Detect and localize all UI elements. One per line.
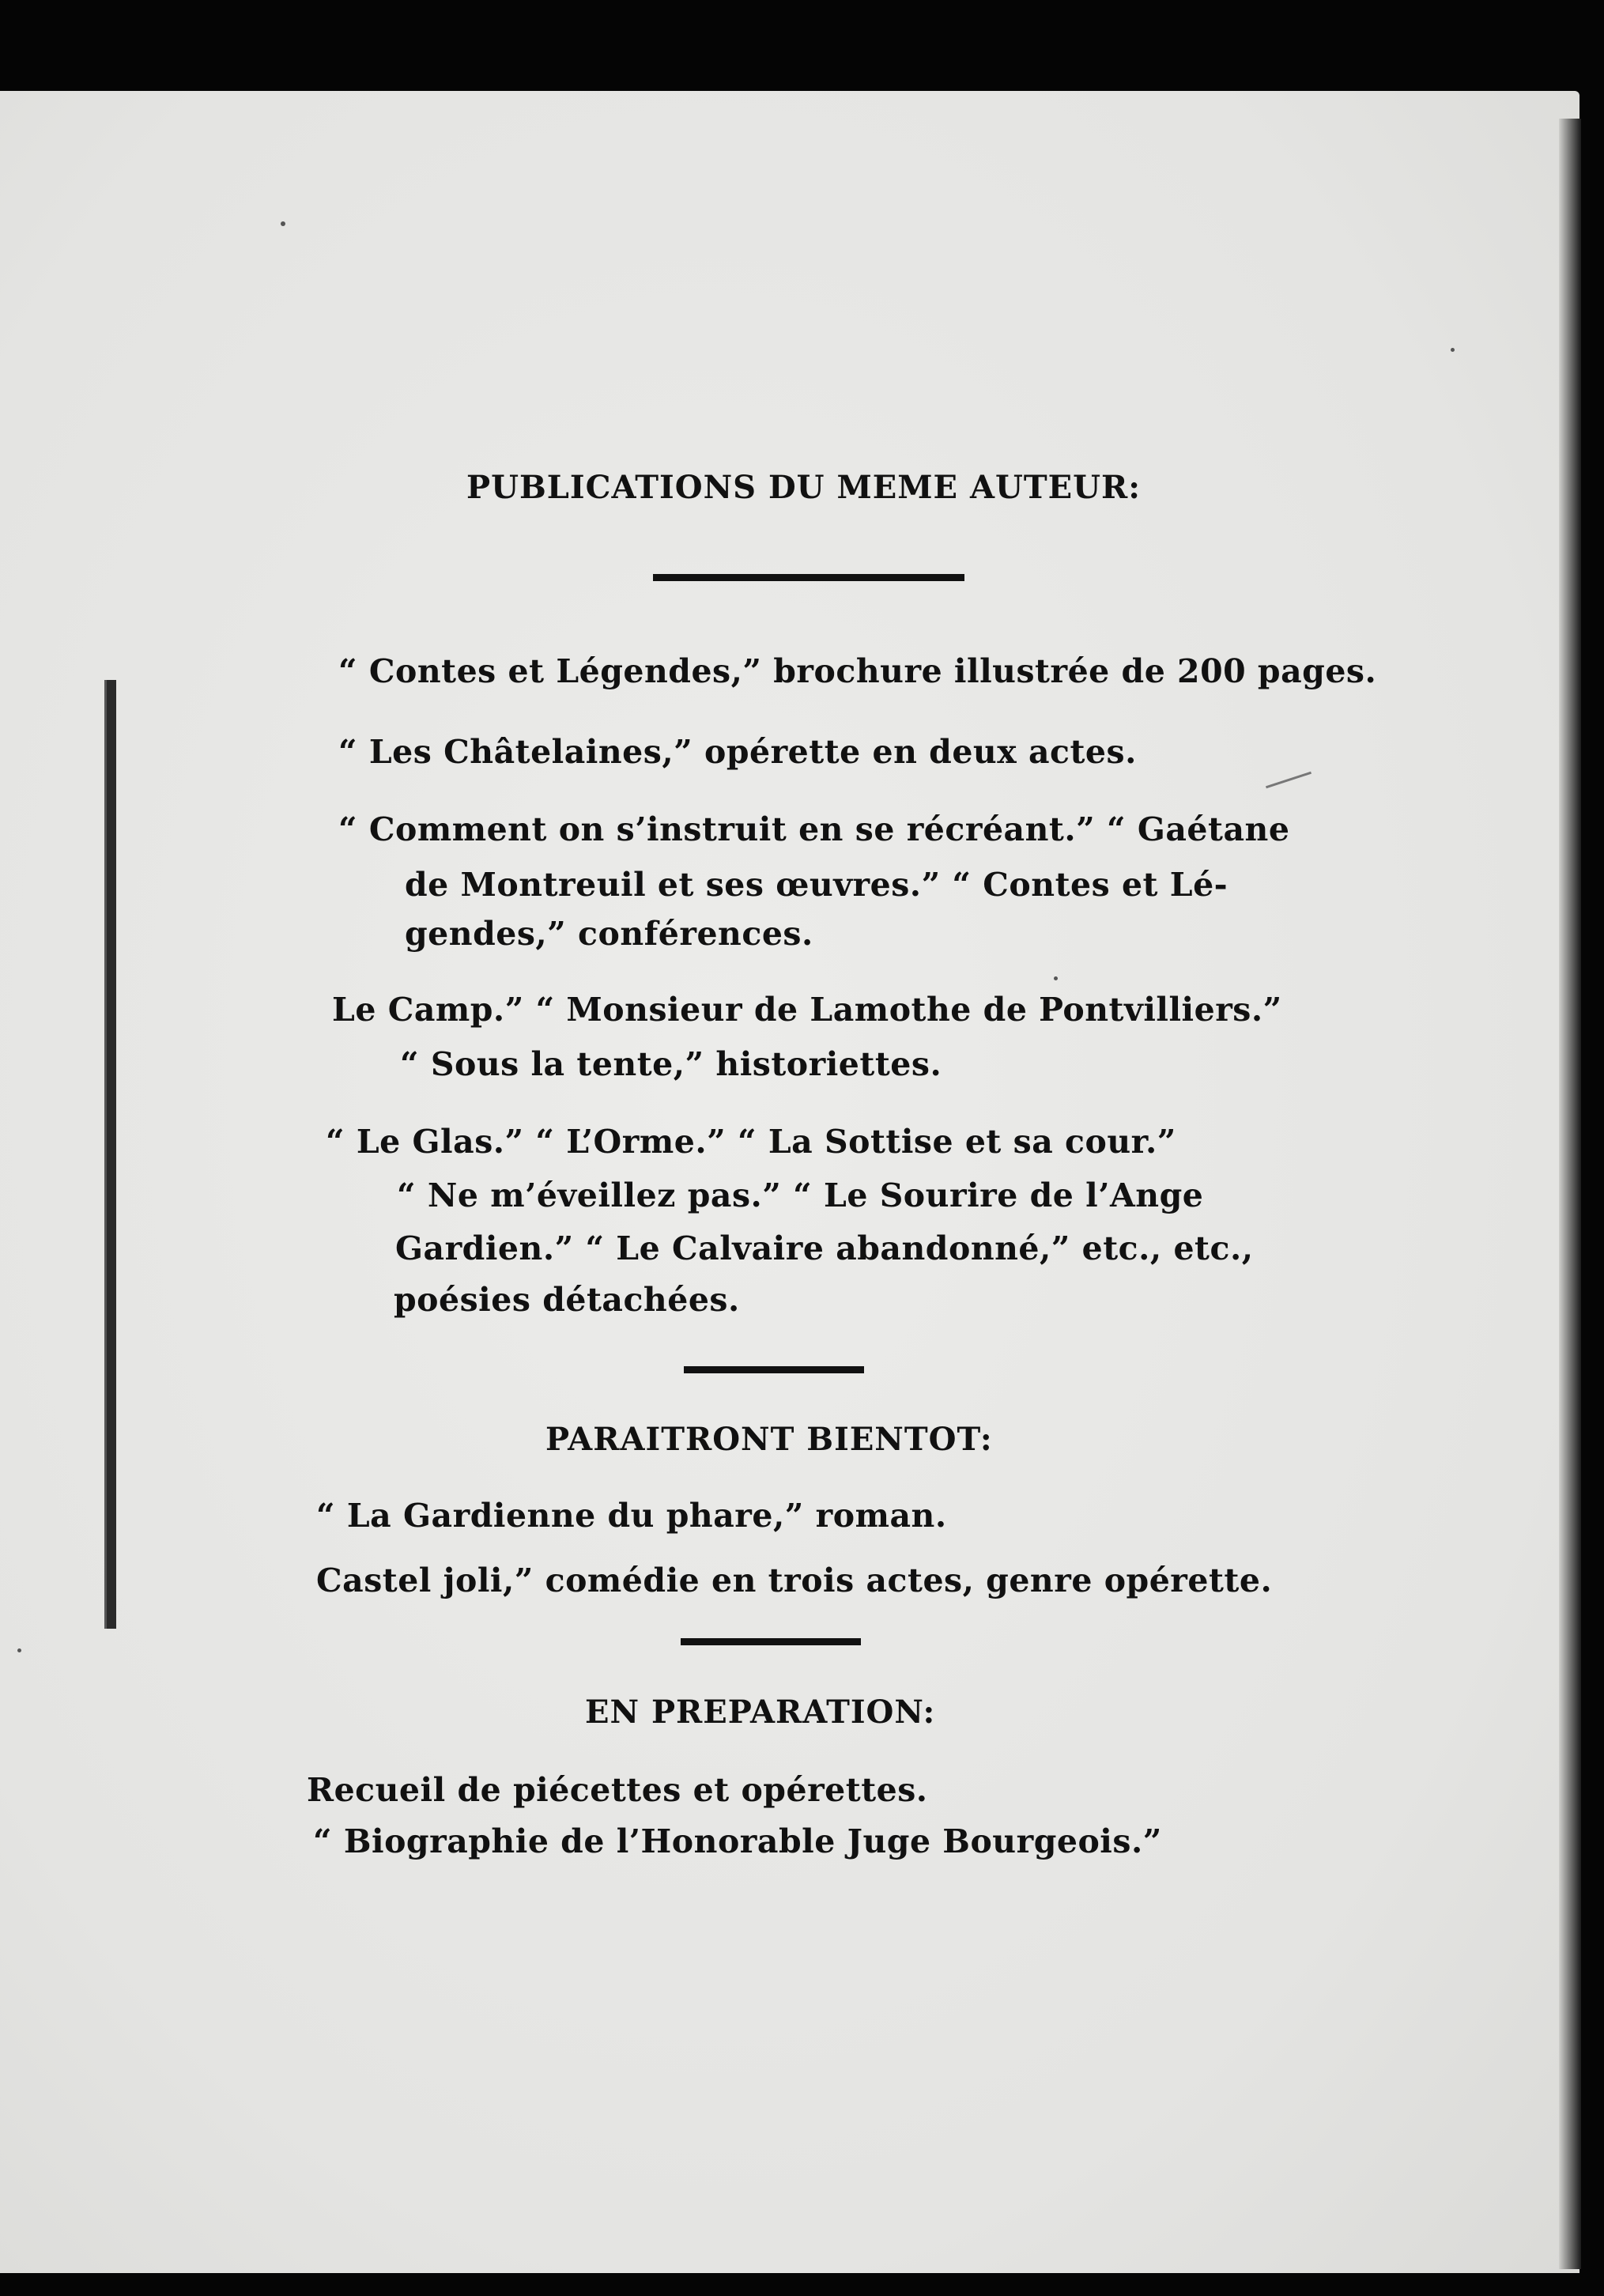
paper-speck [281, 221, 285, 226]
paper-speck [1451, 348, 1455, 352]
publication-entry-line: “ Sous la tente,” historiettes. [400, 1045, 942, 1083]
preparation-line: “ Biographie de l’Honorable Juge Bourgeois.” [313, 1822, 1162, 1860]
paper-speck [17, 1648, 21, 1652]
divider-rule [653, 574, 964, 581]
upcoming-line: “ La Gardienne du phare,” roman. [316, 1497, 947, 1535]
upcoming-heading: PARAITRONT BIENTOT: [545, 1421, 993, 1458]
publication-entry-line: Le Camp.” “ Monsieur de Lamothe de Pontvilliers.” [332, 991, 1282, 1029]
divider-rule [684, 1366, 864, 1373]
page-edge-shadow [1559, 119, 1581, 2269]
preparation-heading: EN PREPARATION: [585, 1694, 936, 1731]
paper-speck [1054, 976, 1058, 980]
publication-entry-line: “ Contes et Légendes,” brochure illustrée de 200 pages. [338, 652, 1377, 690]
publications-heading: PUBLICATIONS DU MEME AUTEUR: [466, 469, 1141, 506]
publication-entry-line: Gardien.” “ Le Calvaire abandonné,” etc., etc., [395, 1229, 1254, 1267]
divider-rule [681, 1638, 861, 1645]
publication-entry-line: de Montreuil et ses œuvres.” “ Contes et Lé- [405, 866, 1228, 904]
publication-entry-line: poésies détachées. [394, 1281, 740, 1319]
publication-entry-line: “ Le Glas.” “ L’Orme.” “ La Sottise et sa cour.” [326, 1123, 1176, 1161]
preparation-line: Recueil de piécettes et opérettes. [307, 1771, 928, 1809]
publication-entry-line: “ Les Châtelaines,” opérette en deux actes. [338, 733, 1137, 771]
publication-entry-line: “ Ne m’éveillez pas.” “ Le Sourire de l’Ange [397, 1176, 1204, 1214]
binding-strip [104, 680, 116, 1629]
upcoming-line: Castel joli,” comédie en trois actes, genre opérette. [316, 1562, 1273, 1599]
publication-entry-line: “ Comment on s’instruit en se récréant.” “ Gaétane [338, 810, 1290, 848]
publication-entry-line: gendes,” conférences. [405, 915, 813, 953]
